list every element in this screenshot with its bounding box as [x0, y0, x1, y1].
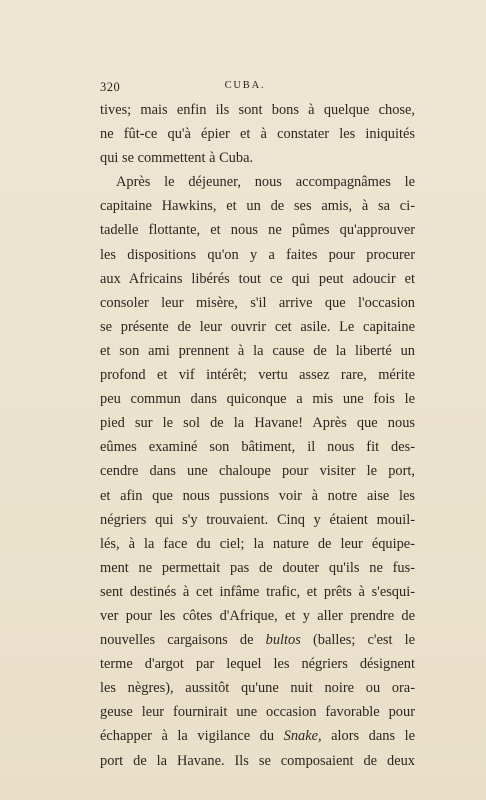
italic-term: bultos — [265, 632, 301, 649]
text-line: ne fût-ce qu'à épier et à constater les iniquités — [100, 126, 415, 143]
text-line: ver pour les côtes d'Afrique, et y aller prendre de — [100, 607, 415, 624]
text-line: terme d'argot par lequel les négriers désignent — [100, 656, 415, 673]
text-line: peu commun dans quiconque a mis une fois le — [100, 391, 415, 408]
text-line: geuse leur fournirait une occasion favorable pour — [100, 704, 415, 721]
text-line: se présente de leur ouvrir cet asile. Le capitaine — [100, 318, 415, 335]
text-line: profond et vif intérêt; vertu assez rare, mérite — [100, 367, 415, 384]
text-line: capitaine Hawkins, et un de ses amis, à sa ci- — [100, 198, 415, 215]
italic-term: Snake, — [283, 728, 322, 745]
running-title: CUBA. — [224, 80, 266, 91]
text-segment: échapper à la vigilance du — [100, 728, 284, 745]
text-line: les nègres), aussitôt qu'une nuit noire ou ora- — [100, 680, 415, 697]
text-line: port de la Havane. Ils se composaient de deux — [100, 752, 415, 769]
text-line: consoler leur misère, s'il arrive que l'occasion — [100, 294, 415, 311]
text-line: eûmes examiné son bâtiment, il nous fit des- — [100, 439, 415, 456]
text-line: qui se commettent à Cuba. — [100, 150, 254, 167]
text-line: et afin que nous pussions voir à notre aise les — [100, 487, 415, 504]
text-line: aux Africains libérés tout ce qui peut adoucir et — [100, 270, 415, 287]
text-line: ment ne permettait pas de douter qu'ils ne fus- — [100, 559, 415, 576]
text-line: tadelle flottante, et nous ne pûmes qu'approuver — [100, 222, 415, 239]
text-line: les dispositions qu'on y a faites pour procurer — [100, 246, 415, 263]
text-line: négriers qui s'y trouvaient. Cinq y étaient mouil- — [100, 511, 415, 528]
text-line: sent destinés à cet infâme trafic, et prêts à s'esqui- — [100, 583, 415, 600]
running-head — [100, 80, 390, 96]
text-line — [100, 628, 415, 652]
text-line: cendre dans une chaloupe pour visiter le port, — [100, 463, 415, 480]
text-line — [100, 724, 415, 748]
text-line: tives; mais enfin ils sont bons à quelque chose, — [100, 102, 415, 118]
text-line: Après le déjeuner, nous accompagnâmes le — [116, 174, 415, 191]
text-line: lés, à la face du ciel; la nature de leur équipe- — [100, 535, 415, 552]
page-number: 320 — [100, 80, 121, 94]
body-text — [100, 98, 415, 773]
text-line: et son ami prennent à la cause de la liberté un — [100, 342, 415, 359]
text-segment: nouvelles cargaisons de — [100, 632, 266, 649]
text-segment: alors dans le — [321, 728, 416, 745]
text-segment: (balles; c'est le — [300, 632, 415, 649]
text-line: pied sur le sol de la Havane! Après que nous — [100, 415, 415, 432]
